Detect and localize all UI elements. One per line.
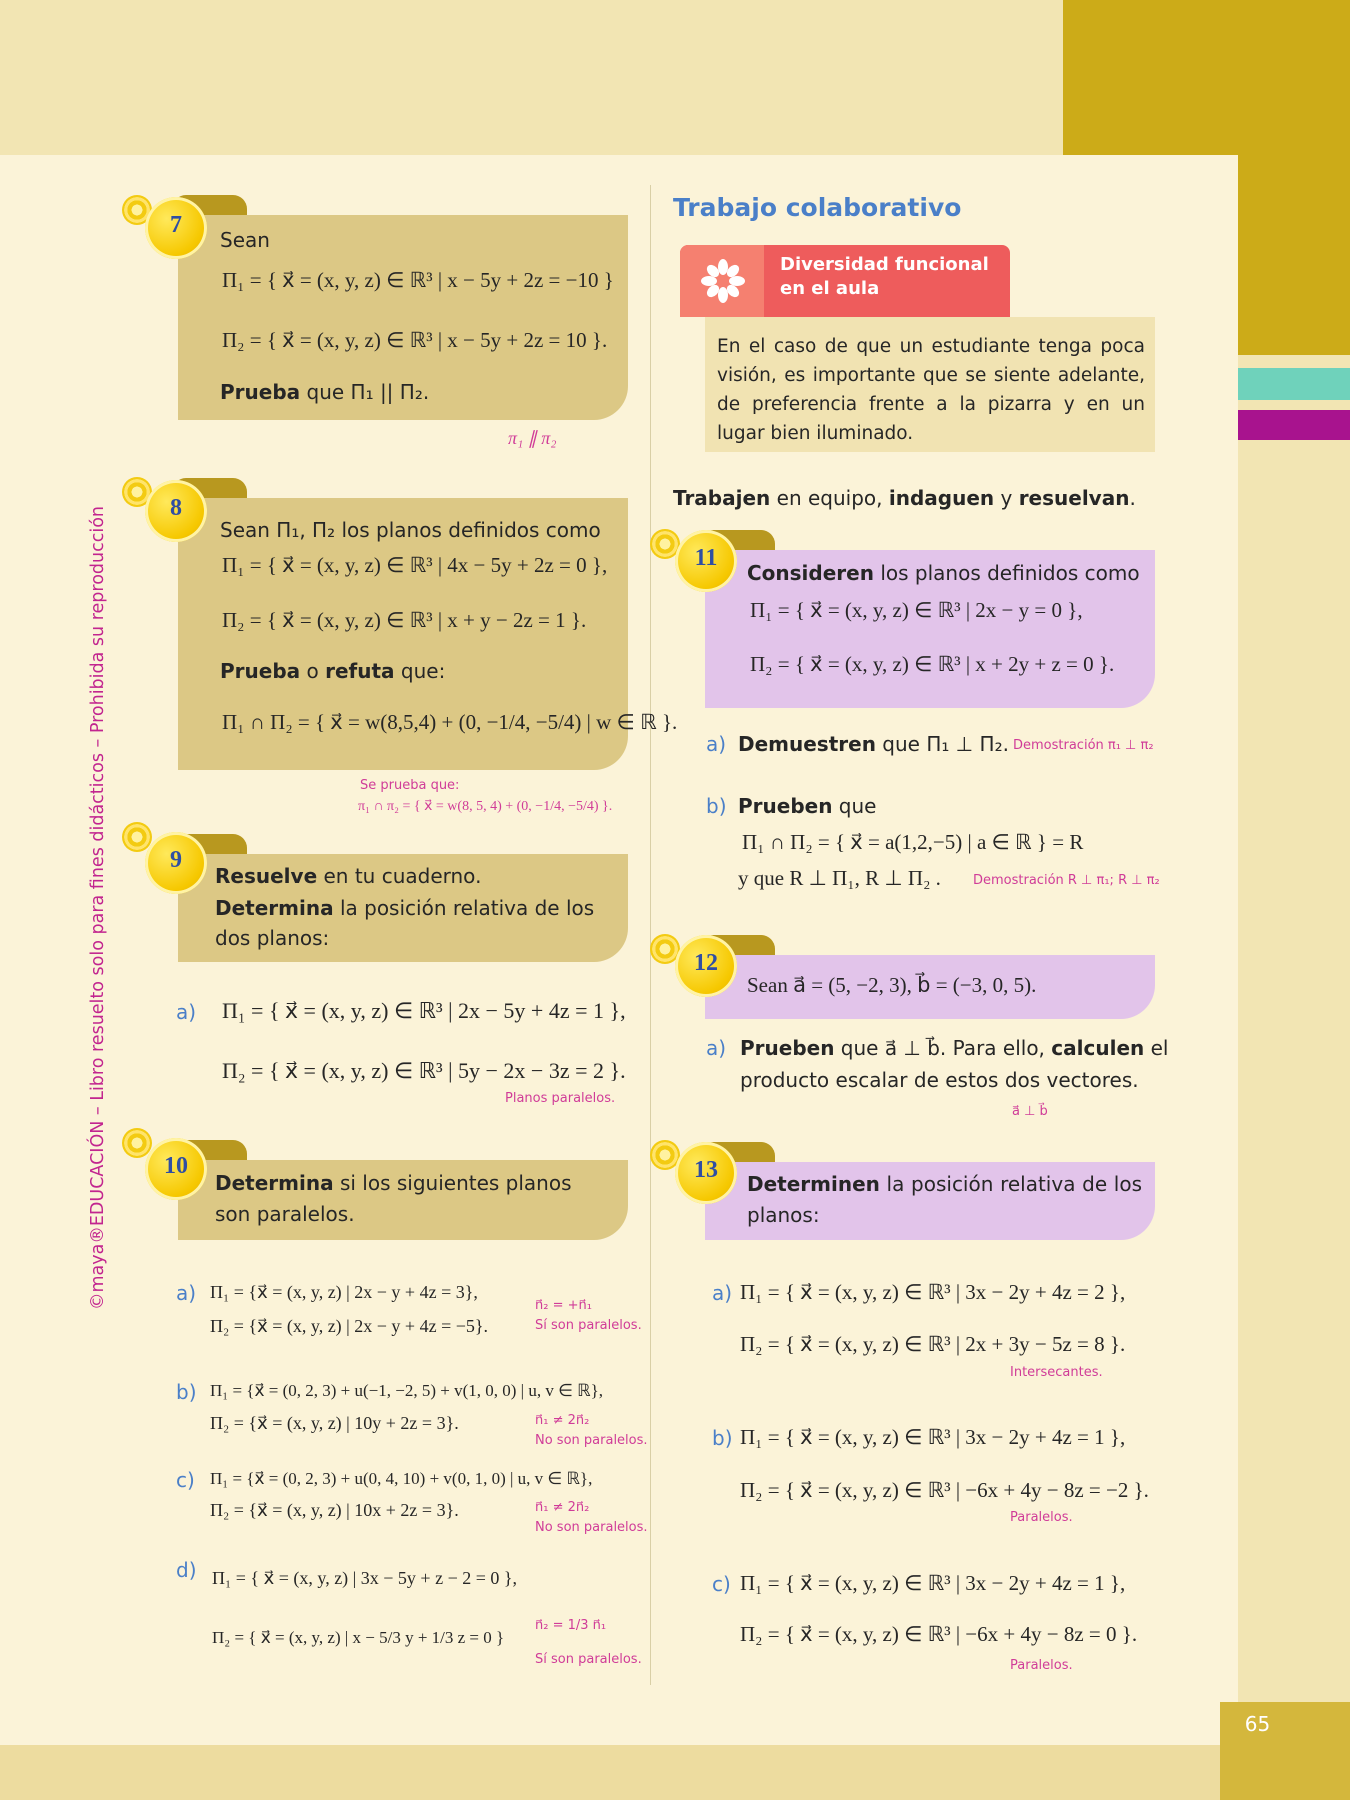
ex13-a-answer: Intersecantes. [1010,1365,1103,1380]
diversity-body: En el caso de que un estudiante tenga poca visión, es importante que se siente adelante, de preferencia frente a la pizarra y en un lugar bien iluminado. [717,336,1145,444]
ex9-a-label: a) [176,1000,197,1024]
ex11-plane2: Π₂ = { x⃗ = (x, y, z) ∈ ℝ³ | x + 2y + z = 0 }. [750,652,1115,676]
ex13-b-plane2: Π₂ = { x⃗ = (x, y, z) ∈ ℝ³ | −6x + 4y − 8z = −2 }. [740,1478,1149,1502]
ex10-b-plane1: Π₁ = {x⃗ = (0, 2, 3) + u(−1, −2, 5) + v(1, 0, 0) | u, v ∈ ℝ}, [210,1381,604,1400]
ex13-c-answer: Paralelos. [1010,1658,1073,1673]
ex11-plane1: Π₁ = { x⃗ = (x, y, z) ∈ ℝ³ | 2x − y = 0 }, [750,598,1083,622]
ex9-line1-bold: Resuelve [215,864,318,888]
instr-bold-1: Trabajen [673,486,771,510]
ex8-task-rest: que: [394,659,446,683]
ex12-number: 12 [694,950,718,976]
ex9-line2-rest: la posición relativa de los dos planos: [215,896,595,950]
ex12-a-text1: que a⃗ ⊥ b⃗. Para ello, [834,1036,1052,1060]
ex7-plane1: Π₁ = { x⃗ = (x, y, z) ∈ ℝ³ | x − 5y + 2z = −10 } [222,268,614,292]
copyright-side-text: ©maya®EDUCACIÓN – Libro resuelto solo para fines didácticos – Prohibida su reproducción [88,505,108,1310]
ex8-answer: π₁ ∩ π₂ = { x⃗ = w(8, 5, 4) + (0, −1/4, −5/4) }. [358,799,613,814]
ex10-text [215,1168,600,1230]
ex10-b-answer: No son paralelos. [535,1433,648,1448]
ex13-b-answer: Paralelos. [1010,1510,1073,1525]
ex12-a-bold2: calculen [1051,1036,1145,1060]
instr-bold-2: indaguen [888,486,995,510]
ex7-intro: Sean [220,228,270,252]
ex13-c-plane2: Π₂ = { x⃗ = (x, y, z) ∈ ℝ³ | −6x + 4y − 8z = 0 }. [740,1622,1138,1646]
ex10-d-answer-normal: n⃗₂ = 1/3 n⃗₁ [535,1618,607,1633]
ex8-number: 8 [170,495,182,521]
ex11-a-text [738,730,1009,758]
ex13-b-label: b) [712,1426,733,1450]
ex13-b-plane1: Π₁ = { x⃗ = (x, y, z) ∈ ℝ³ | 3x − 2y + 4z = 1 }, [740,1425,1126,1449]
ex12-a-label: a) [706,1036,727,1060]
instr-bold-3: resuelvan [1018,486,1130,510]
ex10-a-answer-normal: n⃗₂ = +n⃗₁ [535,1298,592,1313]
ex11-b-answer: Demostración R ⊥ π₁; R ⊥ π₂ [973,873,1160,888]
ex11-b-rest: que [832,794,877,818]
ex12-a-text [740,1034,1168,1062]
ex8-task-bold2: refuta [325,659,395,683]
ex13-a-label: a) [712,1281,733,1305]
ex13-c-label: c) [712,1572,731,1596]
ex8-plane2: Π₂ = { x⃗ = (x, y, z) ∈ ℝ³ | x + y − 2z = 1 }. [222,608,587,632]
ex8-task-mid: o [300,659,326,683]
ex10-text-bold: Determina [215,1171,334,1195]
ex8-task-bold1: Prueba [220,659,301,683]
ex9-plane1: Π₁ = { x⃗ = (x, y, z) ∈ ℝ³ | 2x − 5y + 4z = 1 }, [222,998,626,1023]
ex11-number: 11 [694,545,718,571]
collab-instructions [673,484,1136,512]
ex13-a-plane2: Π₂ = { x⃗ = (x, y, z) ∈ ℝ³ | 2x + 3y − 5z = 8 }. [740,1332,1126,1356]
ex11-intro-rest: los planos definidos como [873,561,1140,585]
ex11-b-text [738,792,877,820]
page-number: 65 [1244,1712,1271,1736]
ex10-c-answer: No son paralelos. [535,1520,648,1535]
ex11-b-math: Π₁ ∩ Π₂ = { x⃗ = a(1,2,−5) | a ∈ ℝ } = R [742,830,1084,854]
ex10-d-plane2: Π₂ = { x⃗ = (x, y, z) | x − 5/3 y + 1/3 z = 0 } [212,1628,505,1647]
ex10-c-plane1: Π₁ = {x⃗ = (0, 2, 3) + u(0, 4, 10) + v(0, 1, 0) | u, v ∈ ℝ}, [210,1469,593,1488]
instr-text-2: y [994,486,1019,510]
ex10-c-label: c) [176,1468,195,1492]
ex10-c-answer-normal: n⃗₁ ≠ 2n⃗₂ [535,1500,590,1515]
ex11-b-line3: y que R ⊥ Π₁, R ⊥ Π₂ . [738,866,941,890]
ex12-a-line2: producto escalar de estos dos vectores. [740,1068,1139,1092]
ex8-task [220,657,445,685]
ex10-text-rest: si los siguientes planos son paralelos. [215,1171,572,1226]
ex13-a-plane1: Π₁ = { x⃗ = (x, y, z) ∈ ℝ³ | 3x − 2y + 4z = 2 }, [740,1280,1126,1304]
ex9-line1-rest: en tu cuaderno. [317,864,482,888]
ex11-a-bold: Demuestren [738,732,876,756]
ex10-a-plane1: Π₁ = {x⃗ = (x, y, z) | 2x − y + 4z = 3}, [210,1282,478,1302]
ex10-b-label: b) [176,1380,197,1404]
ex8-plane1: Π₁ = { x⃗ = (x, y, z) ∈ ℝ³ | 4x − 5y + 2z = 0 }, [222,553,608,577]
ex12-a-answer: a⃗ ⊥ b⃗ [1012,1104,1048,1119]
instr-text-1: en equipo, [770,486,889,510]
ex9-number: 9 [170,847,182,873]
ex10-a-plane2: Π₂ = {x⃗ = (x, y, z) | 2x − y + 4z = −5}. [210,1316,489,1336]
ex7-task [220,378,429,406]
right-color-band [1238,0,1350,355]
ex13-number: 13 [694,1157,718,1183]
ex11-intro-bold: Consideren [747,561,874,585]
ex7-answer: π₁ ∥ π₂ [508,428,557,448]
ex7-plane2: Π₂ = { x⃗ = (x, y, z) ∈ ℝ³ | x − 5y + 2z = 10 }. [222,328,608,352]
ex9-line1 [215,862,481,890]
ex13-text-rest: la posición relativa de los planos: [747,1172,1142,1227]
ex9-line2-bold: Determina [215,896,334,920]
ex11-b-bold: Prueben [738,794,833,818]
ex11-b-label: b) [706,794,727,818]
ex13-text [747,1169,1142,1231]
ex10-d-plane1: Π₁ = { x⃗ = (x, y, z) | 3x − 5y + z − 2 = 0 }, [212,1568,518,1588]
ex11-a-answer: Demostración π₁ ⊥ π₂ [1013,738,1154,753]
column-divider [650,185,651,1685]
ex11-a-label: a) [706,732,727,756]
ex12-a-text2: el [1144,1036,1169,1060]
ex9-answer: Planos paralelos. [505,1091,616,1106]
ex9-plane2: Π₂ = { x⃗ = (x, y, z) ∈ ℝ³ | 5y − 2x − 3z = 2 }. [222,1058,626,1083]
ex12-text: Sean a⃗ = (5, −2, 3), b⃗ = (−3, 0, 5). [747,973,1037,997]
ex11-a-rest: que Π₁ ⊥ Π₂. [875,732,1009,756]
diversity-title: Diversidad funcional en el aula [780,254,989,299]
ex11-intro [747,559,1140,587]
ex10-d-answer: Sí son paralelos. [535,1652,642,1667]
magenta-edge-tab [1238,410,1350,440]
ex9-line2 [215,893,600,953]
ex8-intersection: Π₁ ∩ Π₂ = { x⃗ = w(8,5,4) + (0, −1/4, −5/4) | w ∈ ℝ }. [222,710,678,734]
collab-heading: Trabajo colaborativo [673,193,962,222]
ex10-b-plane2: Π₂ = {x⃗ = (x, y, z) | 10y + 2z = 3}. [210,1413,459,1433]
ex13-c-plane1: Π₁ = { x⃗ = (x, y, z) ∈ ℝ³ | 3x − 2y + 4z = 1 }, [740,1571,1126,1595]
ex10-a-label: a) [176,1281,197,1305]
bottom-strip [0,1745,1350,1800]
ex10-a-answer: Sí son paralelos. [535,1318,642,1333]
ex8-answer-title: Se prueba que: [360,778,460,793]
instr-text-3: . [1129,486,1136,510]
flower-icon [700,258,746,304]
ex10-number: 10 [164,1153,188,1179]
ex7-number: 7 [170,212,182,238]
teal-edge-tab [1238,368,1350,400]
ex10-d-label: d) [176,1558,197,1582]
ex7-task-rest: que Π₁ || Π₂. [300,380,430,404]
ex13-text-bold: Determinen [747,1172,880,1196]
ex8-intro: Sean Π₁, Π₂ los planos definidos como [220,518,601,542]
ex10-c-plane2: Π₂ = {x⃗ = (x, y, z) | 10x + 2z = 3}. [210,1500,459,1520]
ex12-a-bold1: Prueben [740,1036,835,1060]
ex10-b-answer-normal: n⃗₁ ≠ 2n⃗₂ [535,1413,590,1428]
ex7-task-bold: Prueba [220,380,301,404]
